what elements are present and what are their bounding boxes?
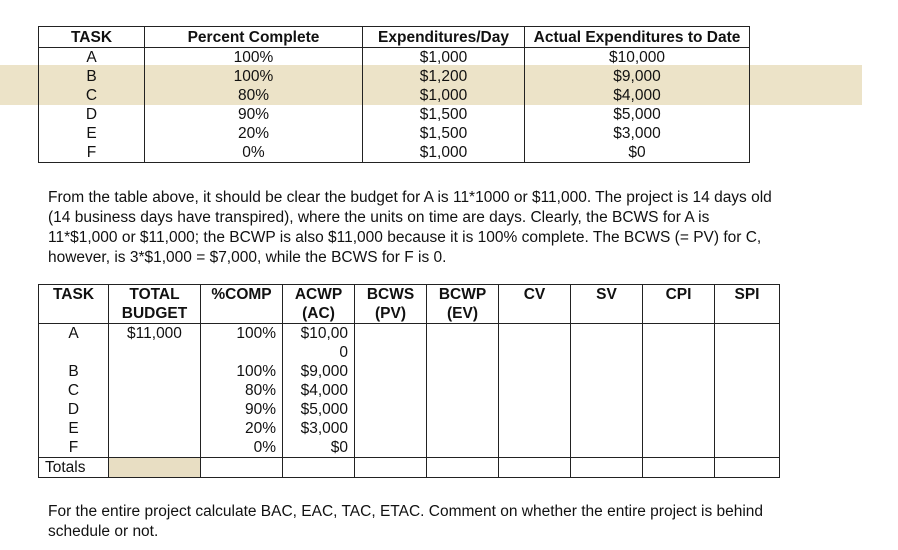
totals-budget-cell [109,458,201,478]
header-actual-expenditures: Actual Expenditures to Date [525,27,750,48]
cell-acwp: $9,000 [283,362,355,381]
cell-acwp: $5,000 [283,400,355,419]
cell-acwp-wrap: 0 [283,343,355,362]
cell-per-day: $1,000 [363,143,525,163]
header-task: TASK [39,285,109,324]
header-cv: CV [499,285,571,324]
cell-task: A [39,324,109,344]
cell-task: D [39,400,109,419]
table-row [39,362,780,381]
cell-per-day: $1,500 [363,124,525,143]
cell-task: D [39,105,145,124]
explanation-paragraph: From the table above, it should be clear the budget for A is 11*1000 or $11,000. The project is 14 days old (14 business days have transpired), where the units on time are days. Clearly, the BCWS for A is 11*$1,000 or $11,000; the BCWP is also $11,000 because it is 100% complete. The BCWS (= PV) for C, however, is 3*$1,000 = $7,000, while the BCWS for F is 0. [48,189,772,266]
cell-acwp: $10,00 [283,324,355,344]
totals-label: Totals [39,458,109,478]
cell-percent: 80% [145,86,363,105]
table-row [39,438,780,458]
cell-actual: $5,000 [525,105,750,124]
cell-sv [571,324,643,344]
header-expenditures-day: Expenditures/Day [363,27,525,48]
header-cpi: CPI [643,285,715,324]
cell-task: B [39,67,145,86]
cell-bcws [355,324,427,344]
header-sv: SV [571,285,643,324]
header-percent-complete: Percent Complete [145,27,363,48]
cell-task: B [39,362,109,381]
cell-spi [715,324,780,344]
cell-per-day: $1,200 [363,67,525,86]
cell-actual: $10,000 [525,48,750,68]
cell-acwp: $3,000 [283,419,355,438]
table-header-row [39,285,780,324]
table-row [39,67,750,86]
cell-actual: $9,000 [525,67,750,86]
cell-task: E [39,419,109,438]
table-row [39,124,750,143]
table-row [39,400,780,419]
cell-task: F [39,438,109,458]
cell-task: E [39,124,145,143]
header-task: TASK [39,27,145,48]
cell-acwp: $0 [283,438,355,458]
cell-cv [499,324,571,344]
cell-pct-comp: 100% [201,324,283,344]
earned-value-table [38,284,780,478]
header-bcws: BCWS (PV) [355,285,427,324]
cell-acwp: $4,000 [283,381,355,400]
header-total-budget: TOTAL BUDGET [109,285,201,324]
cell-task: F [39,143,145,163]
cell-bcwp [427,324,499,344]
cell-pct-comp: 100% [201,362,283,381]
cell-percent: 90% [145,105,363,124]
cell-per-day: $1,000 [363,86,525,105]
cell-percent: 100% [145,67,363,86]
table-row [39,324,780,344]
header-acwp: ACWP (AC) [283,285,355,324]
table-row [39,343,780,362]
cell-task: A [39,48,145,68]
cell-total-budget: $11,000 [109,324,201,344]
header-pct-comp: %COMP [201,285,283,324]
header-bcwp: BCWP (EV) [427,285,499,324]
table-row [39,105,750,124]
table-header-row [39,27,750,48]
table-row [39,419,780,438]
cell-actual: $4,000 [525,86,750,105]
cell-pct-comp: 80% [201,381,283,400]
cell-cpi [643,324,715,344]
table-row [39,86,750,105]
cell-actual: $0 [525,143,750,163]
totals-row [39,458,780,478]
header-spi: SPI [715,285,780,324]
cell-pct-comp: 0% [201,438,283,458]
cell-task: C [39,86,145,105]
cell-percent: 100% [145,48,363,68]
cell-per-day: $1,500 [363,105,525,124]
table-row [39,381,780,400]
cell-percent: 20% [145,124,363,143]
cell-task: C [39,381,109,400]
expenditures-table [38,26,750,163]
table-row [39,143,750,163]
cell-percent: 0% [145,143,363,163]
question-paragraph: For the entire project calculate BAC, EAC, TAC, ETAC. Comment on whether the entire project is behind schedule or not. [48,503,764,540]
cell-pct-comp: 20% [201,419,283,438]
cell-actual: $3,000 [525,124,750,143]
cell-per-day: $1,000 [363,48,525,68]
cell-pct-comp: 90% [201,400,283,419]
table-row [39,48,750,68]
